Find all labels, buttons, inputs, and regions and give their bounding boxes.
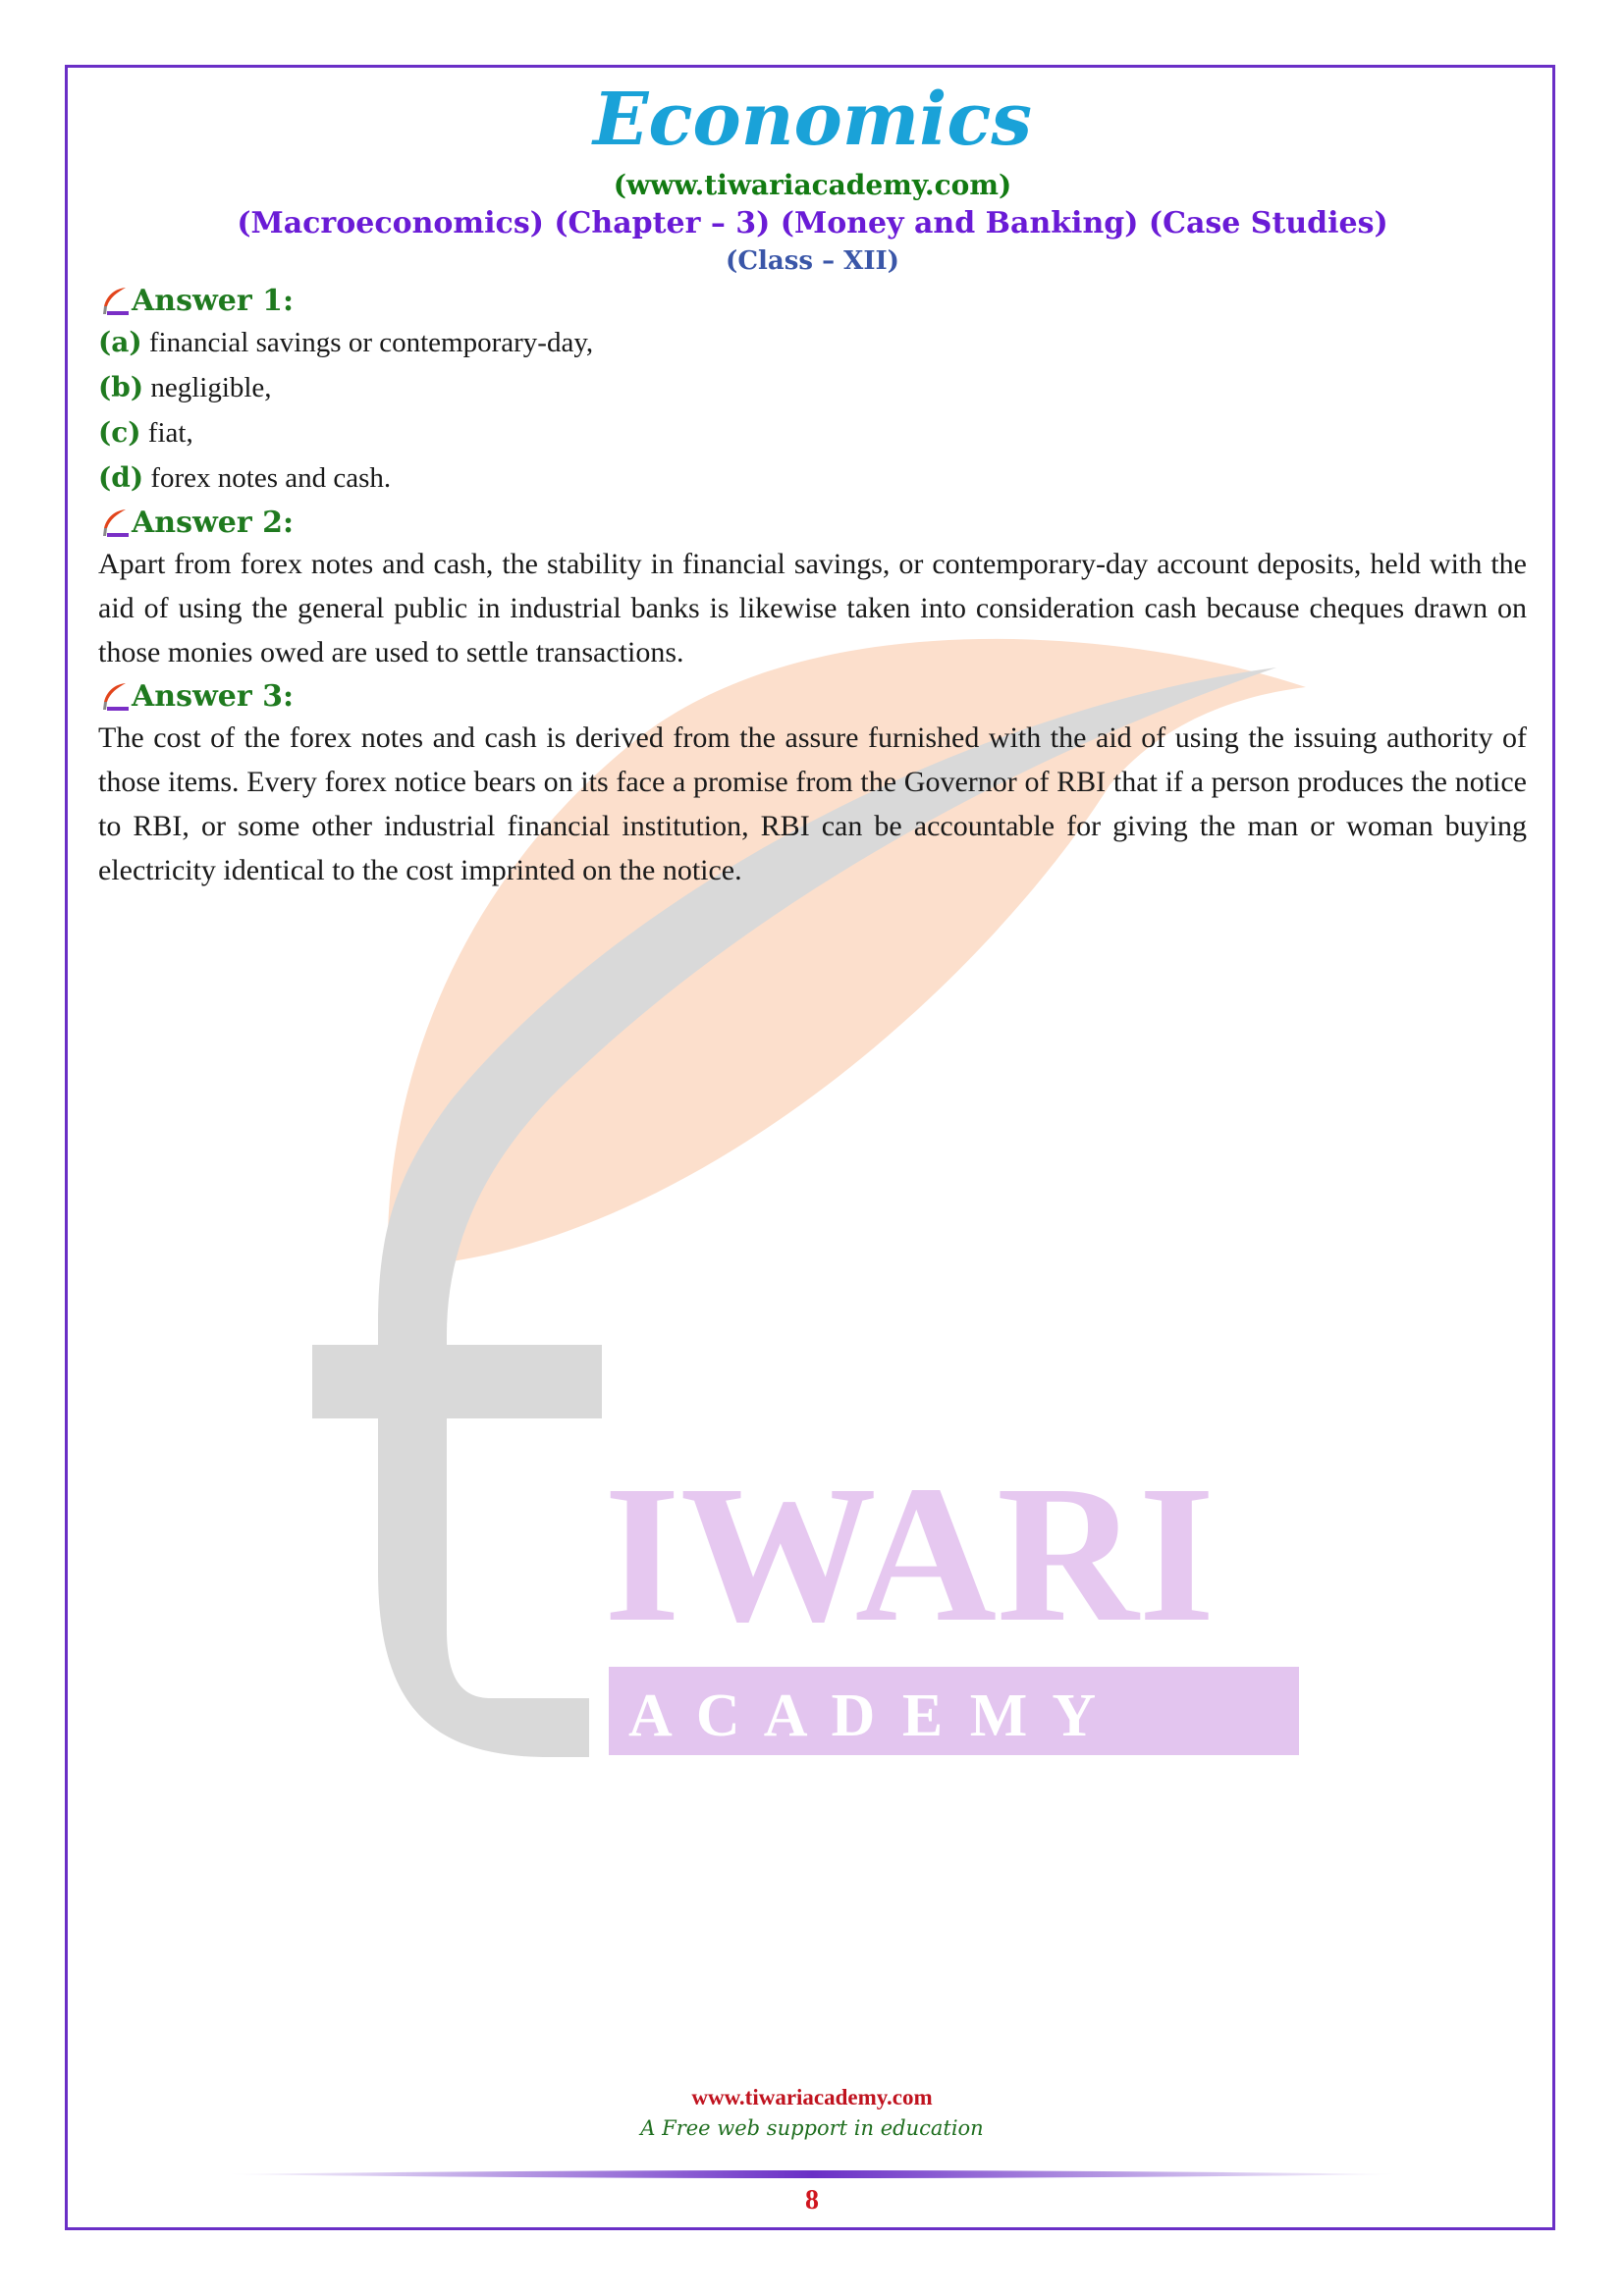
answer-2-heading <box>98 505 1527 542</box>
answer-1-option-d <box>98 455 1527 501</box>
option-text: forex notes and cash. <box>143 462 392 494</box>
answer-1-heading <box>98 283 1527 320</box>
footer-website-link[interactable]: www.tiwariacademy.com <box>691 2085 933 2109</box>
option-label: (c) <box>98 416 141 449</box>
option-label: (a) <box>98 326 142 358</box>
answer-heading-label: Answer 3: <box>132 679 295 714</box>
option-text: financial savings or contemporary-day, <box>141 327 594 358</box>
watermark-word: IWARI <box>604 1446 1216 1663</box>
page-content <box>98 75 1527 892</box>
watermark-subword: A C A D E M Y <box>628 1682 1103 1749</box>
page-number: 8 <box>805 2185 819 2216</box>
option-label: (b) <box>98 371 144 403</box>
footer-tagline: A Free web support in education <box>640 2116 984 2140</box>
answer-heading-label: Answer 2: <box>132 506 295 540</box>
footer-divider <box>226 2169 1398 2179</box>
option-text: negligible, <box>143 372 272 403</box>
answer-1-option-b <box>98 365 1527 410</box>
watermark-t-crossbar <box>312 1345 602 1418</box>
answer-heading-label: Answer 1: <box>132 284 295 318</box>
class-label: (Class – XII) <box>726 246 899 276</box>
chapter-heading: (Macroeconomics) (Chapter – 3) (Money and Banking) (Case Studies) <box>237 206 1388 240</box>
option-label: (d) <box>98 461 144 494</box>
answer-2-text: Apart from forex notes and cash, the stability in financial savings, or contemporary-day account deposits, held with the aid of using the general public in industrial banks is likewise taken into consideration cash because cheques drawn on those monies owed are used to settle transactions. <box>98 548 1527 668</box>
answer-1-option-a <box>98 320 1527 365</box>
quill-logo-icon <box>98 285 132 318</box>
option-text: fiat, <box>140 417 193 449</box>
quill-logo-icon <box>98 680 132 714</box>
answer-3-text: The cost of the forex notes and cash is derived from the assure furnished with the aid of using the issuing authority of those items. Every forex notice bears on its face a promise from the Governor of RBI that if a person produces the notice to RBI, or some other industrial financial institution, RBI can be accountable for giving the man or woman buying electricity identical to the cost imprinted on the notice. <box>98 721 1527 886</box>
answer-1-option-c <box>98 410 1527 455</box>
quill-logo-icon <box>98 507 132 540</box>
page-title: Economics <box>592 78 1033 162</box>
header-website: (www.tiwariacademy.com) <box>613 169 1012 201</box>
answer-3-heading <box>98 678 1527 716</box>
